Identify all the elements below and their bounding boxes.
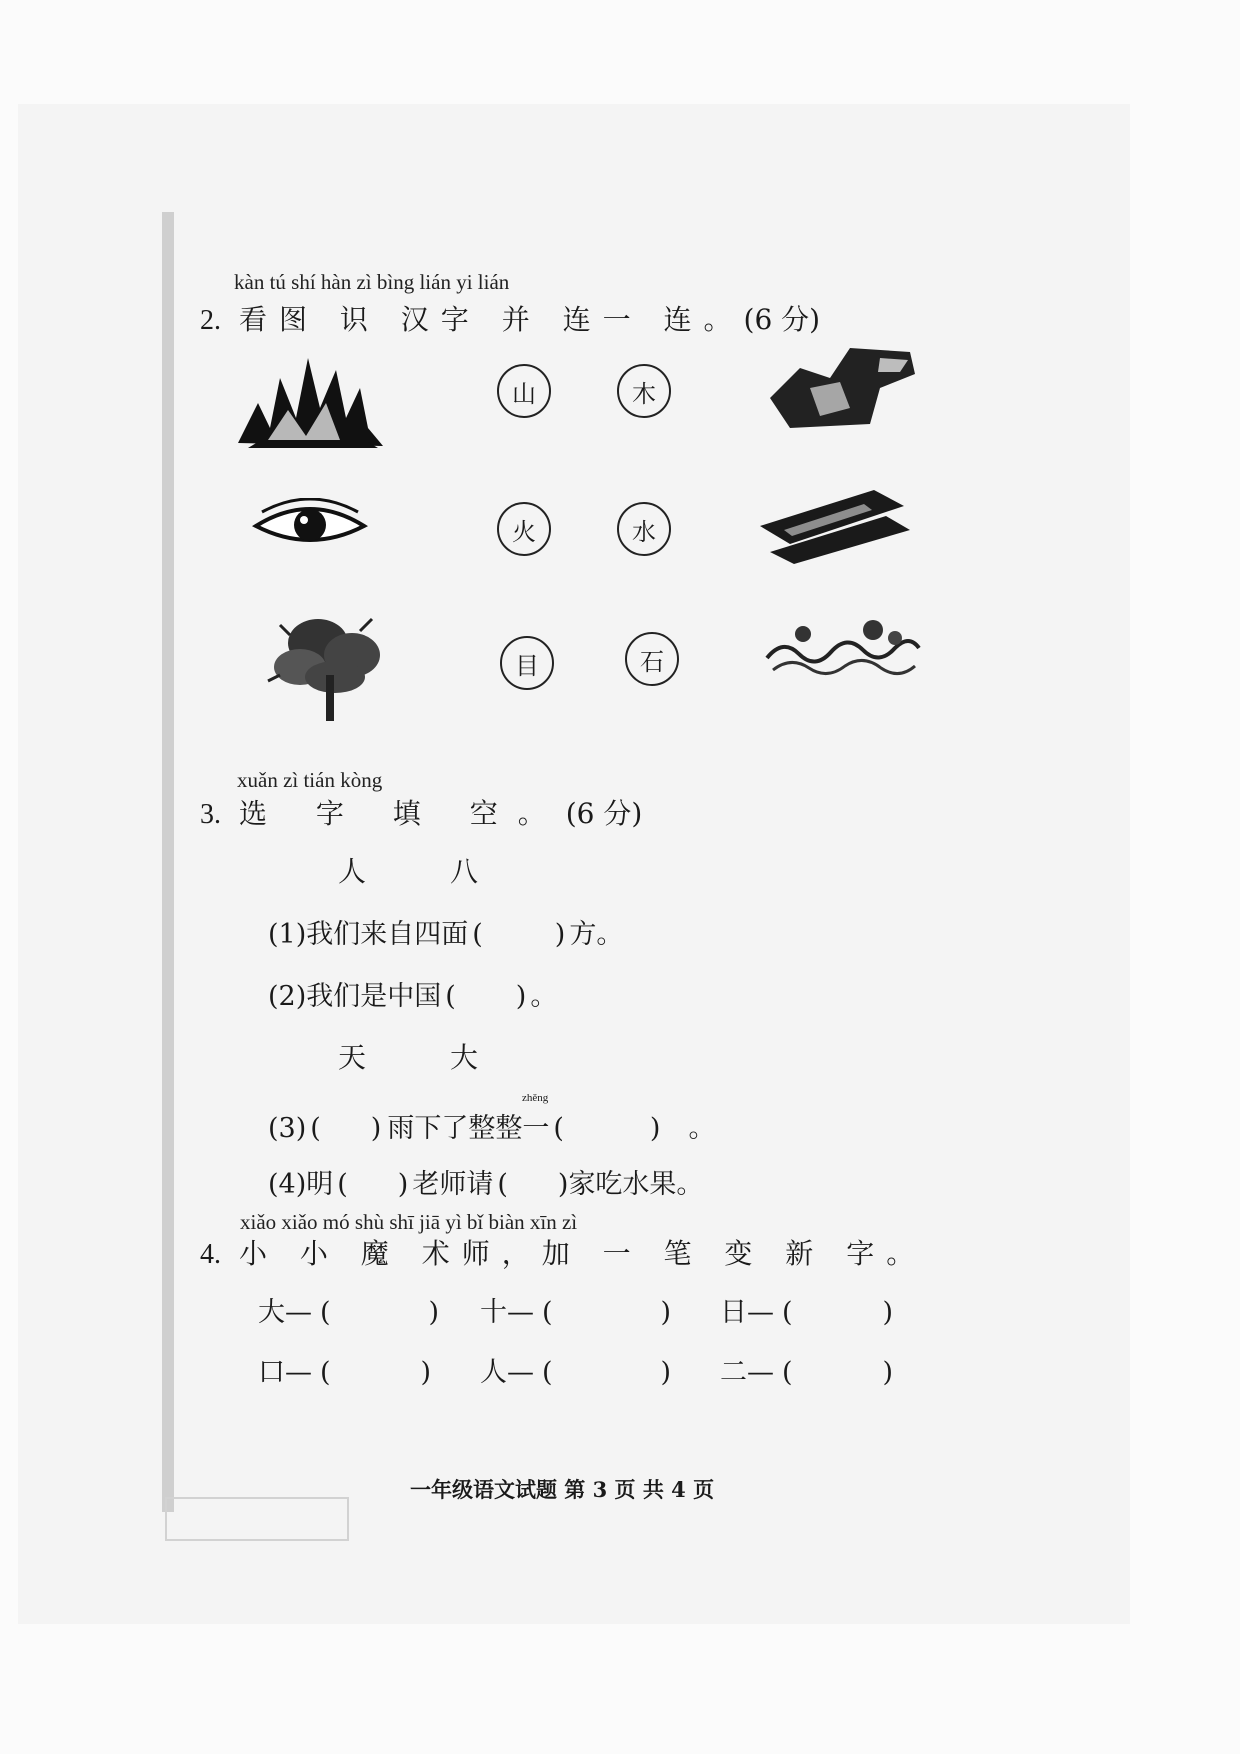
option-ren: 人: [338, 855, 367, 888]
q4-pinyin: xiǎo xiǎo mó shù shī jiā yì bǐ biàn xīn zì: [240, 1210, 578, 1234]
option-ba: 八: [450, 855, 479, 888]
wood-picture: [754, 482, 914, 566]
q2-score: (6 分): [743, 303, 821, 336]
option-tian: 天: [338, 1041, 367, 1074]
eye-picture: [252, 498, 368, 550]
q3-item-1: (1)我们来自四面 ( ) 方。: [268, 919, 624, 950]
q3-pinyin: xuǎn zì tián kòng: [237, 768, 383, 792]
q2-pinyin: kàn tú shí hàn zì bìng lián yi lián: [234, 270, 510, 294]
signature-box: [165, 1497, 349, 1541]
q4-item-er: 二— ( ): [720, 1357, 894, 1388]
q2-text: 看图 识 汉字 并 连一 连。: [239, 303, 744, 336]
char-circle-mu-eye[interactable]: 目: [500, 636, 554, 690]
fire-picture: [228, 348, 388, 450]
q4-item-ren: 人— ( ): [480, 1357, 672, 1388]
q3-item-3: (3) ( ) 雨下了整整一 ( ) 。: [268, 1113, 716, 1144]
q4-number: 4.: [200, 1239, 221, 1270]
char-circle-shi[interactable]: 石: [625, 632, 679, 686]
q3-text: 选 字 填 空。: [239, 797, 566, 830]
binding-margin-shadow: [162, 212, 174, 1512]
page-footer: 一年级语文试题 第 3 页 共 4 页: [410, 1477, 715, 1502]
q4-title: [200, 1232, 926, 1272]
q3-item-2: (2)我们是中国 ( ) 。: [268, 981, 558, 1012]
q4-item-kou: 口— ( ): [258, 1357, 432, 1388]
q3-title: [200, 792, 642, 832]
q3-score: (6 分): [565, 797, 643, 830]
q3-number: 3.: [200, 799, 221, 830]
option-da: 大: [450, 1041, 479, 1074]
tree-picture: [260, 605, 395, 723]
q4-text: 小 小 魔 术师，加 一 笔 变 新 字。: [239, 1237, 927, 1270]
q3-item-4: (4)明 ( ) 老师请 ( )家吃水果。: [268, 1169, 704, 1200]
q4-item-da: 大— ( ): [258, 1297, 440, 1328]
q2-title: [200, 298, 820, 338]
q4-item-shi: 十— ( ): [480, 1297, 672, 1328]
zheng-pinyin: zhěng: [522, 1092, 549, 1104]
water-picture: [763, 618, 923, 678]
char-circle-huo[interactable]: 火: [497, 502, 551, 556]
char-circle-shui[interactable]: 水: [617, 502, 671, 556]
stone-picture: [760, 338, 920, 434]
q4-item-ri: 日— ( ): [720, 1297, 894, 1328]
char-circle-mu[interactable]: 木: [617, 364, 671, 418]
q2-number: 2.: [200, 305, 221, 336]
char-circle-shan[interactable]: 山: [497, 364, 551, 418]
